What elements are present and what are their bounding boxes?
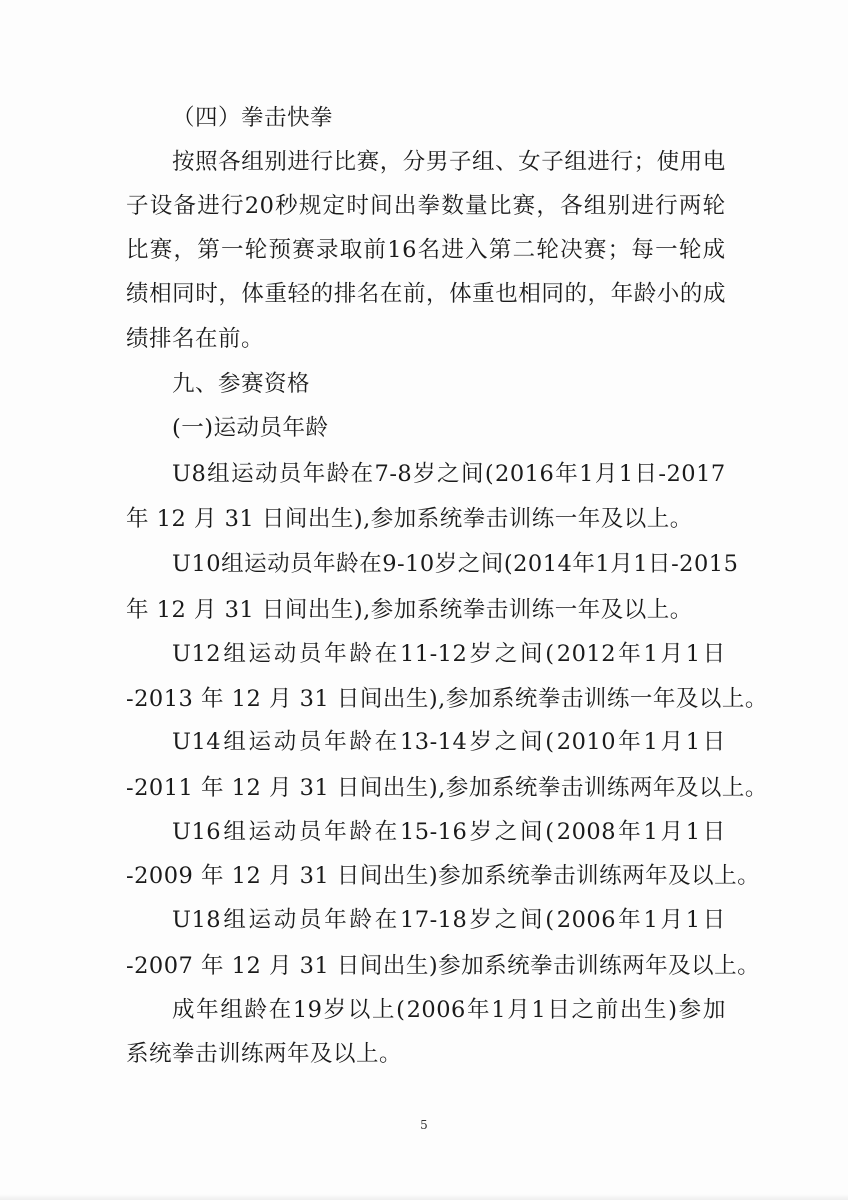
scan-edge-shadow (0, 1194, 848, 1200)
text-line: 年 12 月 31 日间出生),参加系统拳击训练一年及以上。 (126, 597, 693, 623)
text-line: 绩 相 同 时 ， 体 重 轻 的 排 名 在 前 ， 体 重 也 相 同 的 ， 年 龄 小 的 成 (126, 281, 726, 307)
text-line: （四）拳击快拳 (172, 105, 334, 131)
text-line: U16 组 运 动 员 年 龄 在 15-16 岁 之 间 ( 2008 年 1 月 1 日 (172, 819, 726, 845)
text-line: 比 赛 ， 第 一 轮 预 赛 录 取 前 16 名 进 入 第 二 轮 决 赛 ； 每 一 轮 成 (126, 237, 726, 263)
page-number: 5 (420, 1118, 428, 1132)
text-line: 成 年 组 龄 在 19 岁 以 上 ( 2006 年 1 月 1 日 之 前 出 生 ) 参 加 (172, 997, 726, 1023)
text-line: -2011 年 12 月 31 日间出生),参加系统拳击训练两年及以上。 (126, 775, 768, 801)
text-line: U14 组 运 动 员 年 龄 在 13-14 岁 之 间 ( 2010 年 1 月 1 日 (172, 729, 726, 755)
text-line: U8 组 运 动 员 年 龄 在 7-8 岁 之 间 ( 2016 年 1 月 1 日 -2017 (172, 461, 726, 487)
text-line: 子 设 备 进 行 20 秒 规 定 时 间 出 拳 数 量 比 赛 ， 各 组 别 进 行 两 轮 (126, 193, 726, 219)
text-line: (一)运动员年龄 (172, 415, 329, 441)
text-line: U10 组 运 动 员 年 龄 在 9-10 岁 之 间 ( 2014 年 1 月 1 日 -2015 (172, 551, 739, 577)
text-line: 按 照 各 组 别 进 行 比 赛 ， 分 男 子 组 、 女 子 组 进 行 ； 使 用 电 (172, 149, 726, 175)
text-line: 系统拳击训练两年及以上。 (126, 1041, 403, 1067)
text-line: -2009 年 12 月 31 日间出生)参加系统拳击训练两年及以上。 (126, 863, 761, 889)
text-line: 九、参赛资格 (172, 371, 311, 397)
text-line: U18 组 运 动 员 年 龄 在 17-18 岁 之 间 ( 2006 年 1 月 1 日 (172, 907, 726, 933)
text-line: 年 12 月 31 日间出生),参加系统拳击训练一年及以上。 (126, 506, 693, 532)
text-line: -2007 年 12 月 31 日间出生)参加系统拳击训练两年及以上。 (126, 953, 761, 979)
text-line: 绩排名在前。 (126, 326, 265, 352)
text-line: -2013 年 12 月 31 日间出生),参加系统拳击训练一年及以上。 (126, 686, 768, 712)
text-line: U12 组 运 动 员 年 龄 在 11-12 岁 之 间 ( 2012 年 1 月 1 日 (172, 641, 726, 667)
